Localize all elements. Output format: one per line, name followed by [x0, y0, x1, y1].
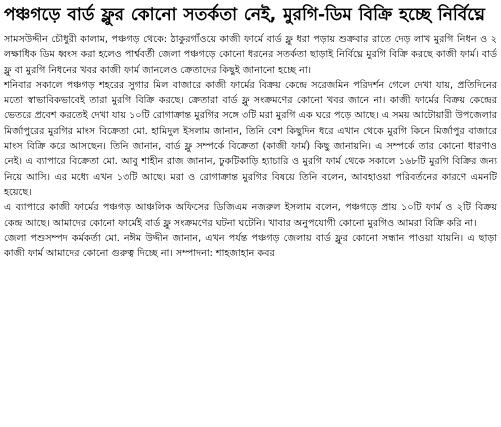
article-body: [4, 32, 497, 261]
article-paragraph: সামসউদ্দীন চৌধুরী কালাম, পঞ্চগড় থেকে: ঠাকুরগাঁওয়ে কাজী ফার্মে বার্ড ফ্লু ধরা পড়ায় শুক্রবার রাতে দেড় লাখ মুরগি নিধন ও ২ লক্ষাধিক ডিম ধ্বংস করা হলেও পার্শ্ববর্তী জেলা পঞ্চগড়ে কোনো ধরনের সতর্কতা ছাড়াই নির্বিঘ্নে মুরগি বিক্রি করছে কাজী ফার্ম। বার্ড ফ্লু বা মুরগি নিধনের খবর কাজী ফার্ম জানলেও ক্রেতাদের কিছুই জানানো হচ্ছে না।: [4, 34, 497, 76]
article-paragraph: শনিবার সকালে পঞ্চগড় শহরের সুগার মিল বাজারে কাজী ফার্মের বিক্রয় কেন্দ্রে সরেজমিন পরিদর্শন গেলে দেখা যায়, প্রতিদিনের মতো স্বাভাবিকভাবেই তারা মুরগি বিক্রি করছে। ক্রেতারা বার্ড ফ্লু সংক্রমণের কোনো খবর জানে না। কাজী ফার্মের বিক্রয় কেন্দ্রের ভেতরে প্রবেশ করতেই দেখা যায় ১০টি রোগাক্রান্ত মুরগির সঙ্গে ৩টি মরা মুরগি এক ঘরে পড়ে আছে। এ সময় আটোয়ারী উপজেলার মির্জাপুরের মুরগির মাংস বিক্রেতা মো. হামিদুল ইসলাম জানান, তিনি বেশ কিছুদিন ধরে এখান থেকে মুরগি কিনে মির্জাপুর বাজারে মাংস বিক্রি করে আসছেন। তিনি জানান, বার্ড ফ্লু সম্পর্কে বিক্রেতা (কাজী ফার্ম) কিছু জানায়নি। এ সম্পর্কে তার কোনো ধারণাও নেই। এ ব্যাপারে বিক্রেতা মো. আবু শাহীন রাজ জানান, ঢুকটিকাড়ি হ্যাচারি ও মুরগি ফার্ম থেকে সকালে ১৬৮টি মুরগি বিক্রির জন্য নিয়ে আসি। এর মধ্যে এখন ১৩টি আছে। মরা ও রোগাক্রান্ত মুরগির বিষয়ে তিনি বলেন, আবহাওয়া পরিবর্তনের কারণে এমনটি হয়েছে।: [4, 79, 498, 198]
article-paragraph: এ ব্যাপারে কাজী ফার্মের পঞ্চগড় আঞ্চলিক অফিসের ডিজিএম নজরুল ইসলাম বলেন, পঞ্চগড়ে প্রায় ১০টি ফার্ম ও ২টি বিক্রয় কেন্দ্র আছে। আমাদের কোনো ফার্মেই বার্ড ফ্লু সংক্রমণের ঘটনা ঘটেনি। খাবার অনুপযোগী কোনো মুরগিও আমরা বিক্রি করি না।: [4, 202, 497, 229]
article-headline: পঞ্চগড়ে বার্ড ফ্লুর কোনো সতর্কতা নেই, মুরগি-ডিম বিক্রি হচ্ছে নির্বিঘ্নে: [4, 5, 486, 25]
article-paragraph: জেলা পশুসম্পদ কর্মকর্তা মো. নঈম উদ্দীন জানান, এখন পর্যন্ত পঞ্চগড় জেলায় বার্ড ফ্লুর কোনো সন্ধান পাওয়া যায়নি। এ ছাড়া কাজী ফার্ম আমাদের কোনো গুরুত্ব দিচ্ছে না। সম্পাদনা: শাহজাহান কবর: [4, 232, 497, 260]
